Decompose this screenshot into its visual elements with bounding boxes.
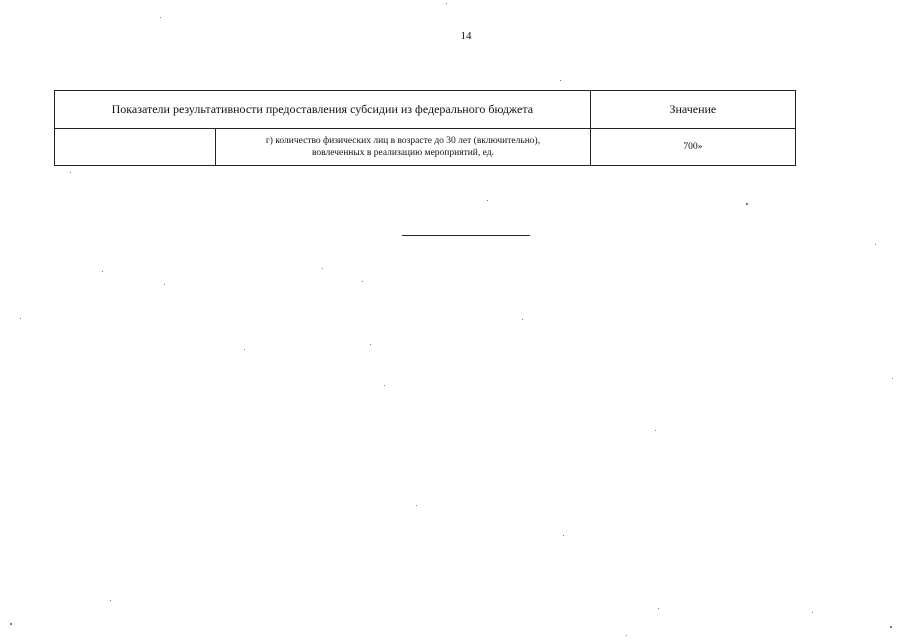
indicators-table bbox=[54, 90, 796, 166]
scan-speck bbox=[384, 385, 385, 386]
scan-speck bbox=[522, 319, 523, 320]
scan-speck bbox=[110, 600, 111, 601]
indicator-text-line-1: г) количество физических лиц в возрасте до 30 лет (включительно), bbox=[265, 136, 541, 146]
scan-speck bbox=[626, 635, 627, 636]
scan-speck bbox=[416, 505, 417, 506]
page-number: 14 bbox=[460, 30, 472, 42]
scan-speck bbox=[890, 626, 892, 628]
closing-rule bbox=[402, 235, 530, 236]
scan-speck bbox=[563, 535, 564, 536]
scan-speck bbox=[892, 378, 893, 379]
scan-speck bbox=[655, 430, 656, 431]
scan-speck bbox=[370, 344, 371, 345]
scan-speck bbox=[244, 349, 245, 350]
scan-speck bbox=[446, 3, 447, 4]
header-value-cell: Значение bbox=[590, 91, 795, 129]
header-indicators-cell: Показатели результативности предоставления субсидии из федерального бюджета bbox=[55, 91, 591, 129]
indicator-text-line-2: вовлеченных в реализацию мероприятий, ед. bbox=[311, 148, 494, 158]
scan-speck bbox=[658, 608, 659, 609]
scan-speck bbox=[160, 17, 161, 18]
table-row bbox=[55, 129, 796, 166]
row-value-cell: 700» bbox=[590, 129, 795, 166]
row-category-cell bbox=[55, 129, 216, 166]
scan-speck bbox=[20, 318, 21, 319]
scan-speck bbox=[487, 200, 488, 201]
scan-speck bbox=[560, 80, 561, 81]
scan-speck bbox=[322, 268, 323, 269]
scan-speck bbox=[164, 284, 165, 285]
table-header-row bbox=[55, 91, 796, 129]
scan-speck bbox=[812, 612, 813, 613]
scan-speck bbox=[102, 271, 103, 272]
scan-speck bbox=[70, 172, 71, 173]
row-indicator-cell bbox=[216, 129, 591, 166]
scan-speck bbox=[10, 623, 12, 625]
scan-speck bbox=[875, 244, 876, 245]
scan-speck bbox=[362, 281, 363, 282]
scan-speck bbox=[746, 203, 748, 205]
